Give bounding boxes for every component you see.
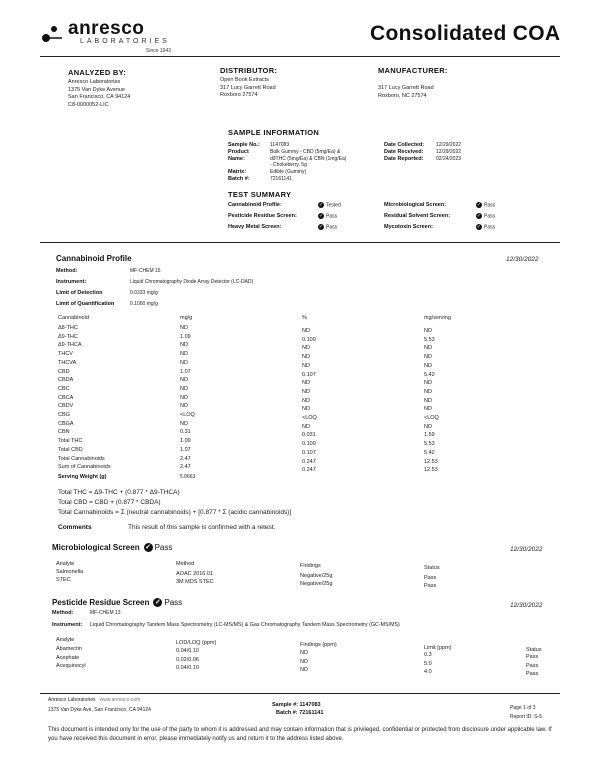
brand-name: anresco <box>68 18 145 39</box>
summary-cannabinoid-status: ✓ Tested <box>318 202 341 209</box>
cannabinoid-value: ND <box>302 397 310 404</box>
footer-page: Page 1 of 3 <box>510 705 536 711</box>
summary-heavy-metal-status: ✓ Pass <box>318 224 338 231</box>
pesticide-instrument-value: Liquid Chromatography Tandem Mass Spectrometry (LC-MS/MS) & Gas Chromatography Tandem Mass Spectrometry (GC-MS/MS) <box>90 622 400 628</box>
cannabinoid-value: ND <box>302 354 310 361</box>
cannabinoid-value: ND <box>180 359 188 366</box>
cannabinoid-profile-title: Cannabinoid Profile <box>56 254 132 263</box>
batch-value: 72161141 <box>270 176 292 182</box>
cannabinoid-value: 12.53 <box>424 458 438 465</box>
cannabinoid-col-header: Cannabinoid <box>58 315 89 321</box>
brand-subtitle: LABORATORIES <box>80 38 170 45</box>
mgg-col-header: mg/g <box>180 315 193 321</box>
loq-value: 0.1000 mg/g <box>130 301 158 307</box>
cannabinoid-value: 5.53 <box>424 441 435 448</box>
cannabinoid-value: ND <box>424 406 432 413</box>
footer-batch: Batch #: 72161141 <box>276 710 324 716</box>
mg-serving-col-header: mg/serving <box>424 315 451 321</box>
cannabinoid-value: <LOQ <box>180 412 195 418</box>
cannabinoid-value: ND <box>424 380 432 387</box>
check-icon: ✓ <box>145 544 152 552</box>
cannabinoid-value: ND <box>180 385 188 392</box>
cannabinoid-value: ND <box>180 325 188 331</box>
pesticide-row-cell: Pass <box>526 654 539 660</box>
date-collected-value: 12/29/2022 <box>436 142 462 148</box>
cannabinoid-date: 12/30/2022 <box>506 256 539 263</box>
cannabinoid-value: 1.09 <box>180 438 191 445</box>
cannabinoid-value: 2.47 <box>180 464 191 471</box>
footer-address: 1375 Van Dyke Ave, San Francisco, CA 94124 <box>48 707 151 713</box>
cannabinoid-value: ND <box>424 423 432 430</box>
matrix-value: Edible (Gummy) <box>270 169 307 175</box>
sample-no-value: 1147083 <box>270 142 290 148</box>
pesticide-title: Pesticide Residue Screen ✓ Pass <box>52 598 183 607</box>
cannabinoid-value: 5.42 <box>424 449 435 456</box>
cannabinoid-value: ND <box>302 380 310 387</box>
cannabinoid-name: Total CBD <box>58 446 83 453</box>
micro-analyte-header: Analyte <box>56 561 75 567</box>
micro-row-cell: AOAC 2016.01 <box>176 571 213 577</box>
cannabinoid-value: ND <box>424 362 432 369</box>
check-icon: ✓ <box>318 202 324 208</box>
cannabinoid-value: ND <box>180 351 188 358</box>
summary-cannabinoid-label: Cannabinoid Profile: <box>228 202 282 208</box>
date-reported-label: Date Reported: <box>384 156 424 162</box>
footer-divider <box>40 693 560 694</box>
micro-date: 12/30/2022 <box>510 546 543 553</box>
summary-heavy-metal-label: Heavy Metal Screen: <box>228 224 282 230</box>
pest-lodloq-header: LOD/LOQ (ppm) <box>176 640 217 646</box>
comments-value: This result of this sample is confirmed with a retest. <box>128 524 276 531</box>
pesticide-date: 12/30/2022 <box>510 602 543 609</box>
date-collected-label: Date Collected: <box>384 142 425 148</box>
summary-mycotoxin-label: Mycotoxin Screen: <box>384 224 433 230</box>
micro-row-cell: Pass <box>424 575 437 581</box>
summary-solvent-label: Residual Solvent Screen: <box>384 213 451 219</box>
summary-divider <box>40 242 560 243</box>
sample-info-heading: SAMPLE INFORMATION <box>228 128 320 137</box>
distributor-heading: DISTRIBUTOR: <box>220 66 278 75</box>
comments-label: Comments <box>58 524 92 531</box>
cannabinoid-value: ND <box>302 345 310 352</box>
pesticide-row-cell: 0.04/0.10 <box>176 665 199 671</box>
cannabinoid-value: 1.07 <box>180 446 191 453</box>
document-title: Consolidated COA <box>370 22 561 45</box>
cannabinoid-value: <LOQ <box>302 415 317 421</box>
cannabinoid-value: ND <box>424 397 432 404</box>
cannabinoid-name: Total THC <box>58 438 83 445</box>
cannabinoid-value: ND <box>180 394 188 401</box>
micro-method-header: Method <box>176 561 195 567</box>
cannabinoid-value: ND <box>180 377 188 384</box>
cannabinoid-name: CBGA <box>58 420 74 427</box>
cannabinoid-value: ND <box>424 354 432 361</box>
manufacturer-heading: MANUFACTURER: <box>378 66 448 75</box>
cannabinoid-value: ND <box>424 345 432 352</box>
footer-notice: This document is intended only for the use of the party to whom it is addressed and may contain information that is privileged, confidential or protected from disclosure under applicable law. If you have received this document in error, please immediately notify us and return it to the address listed above. <box>48 727 552 742</box>
cannabinoid-value: ND <box>302 406 310 413</box>
pesticide-row-cell: ND <box>300 658 308 665</box>
check-icon: ✓ <box>154 599 161 607</box>
cannabinoid-name: Δ8-THC <box>58 325 78 331</box>
summary-solvent-status: ✓ Pass <box>476 213 496 220</box>
summary-pesticide-status: ✓ Pass <box>318 213 338 220</box>
cannabinoid-value: 5.42 <box>424 371 435 378</box>
micro-row-cell: Negative/25g <box>300 573 333 579</box>
check-icon: ✓ <box>476 224 482 230</box>
micro-row-cell: 3M MDS STEC <box>176 579 214 585</box>
cannabinoid-value: ND <box>302 423 310 430</box>
check-icon: ✓ <box>476 202 482 208</box>
serving-weight-value: 5.0663 <box>180 474 196 480</box>
cannabinoid-value: 5.53 <box>424 336 435 343</box>
cannabinoid-name: CBN <box>58 429 70 436</box>
cannabinoid-name: Δ9-THC <box>58 333 78 340</box>
matrix-label: Matrix: <box>228 169 247 175</box>
cannabinoid-value: 0.109 <box>302 336 316 343</box>
cannabinoid-value: 0.247 <box>302 458 316 465</box>
pesticide-row-cell: 4.0 <box>424 669 432 675</box>
cannabinoid-formulas: Total THC = Δ9-THC + (0.877 * Δ9-THCA) Total CBD = CBD + (0.877 * CBDA) Total Cannabinoids = Σ (neutral cannabinoids) + [0.877 * Σ (acidic cannabinoids)] <box>58 489 292 516</box>
footer-lab: Anresco Laboratories www.anresco.com <box>48 697 141 703</box>
date-received-label: Date Received: <box>384 149 424 155</box>
serving-weight-label: Serving Weight (g) <box>58 474 107 480</box>
analyzed-by-heading: ANALYZED BY: <box>68 68 127 77</box>
cannabinoid-name: CBC <box>58 385 70 392</box>
pesticide-row-cell: Acephate <box>56 654 80 661</box>
check-icon: ✓ <box>318 224 324 230</box>
lod-value: 0.0333 mg/g <box>130 290 158 296</box>
cannabinoid-value: <LOQ <box>424 415 439 421</box>
pesticide-row-cell: 5.0 <box>424 660 432 667</box>
micro-title: Microbiological Screen ✓ Pass <box>52 543 173 552</box>
summary-mycotoxin-status: ✓ Pass <box>476 224 496 231</box>
pest-findings-header: Findings (ppm) <box>300 642 337 648</box>
header-divider <box>40 56 560 57</box>
summary-micro-status: ✓ Pass <box>476 202 496 209</box>
date-received-value: 12/29/2022 <box>436 149 462 155</box>
cannabinoid-value: ND <box>302 362 310 369</box>
cannabinoid-value: 0.031 <box>302 432 316 439</box>
distributor-info: Open Book Extracts 317 Lucy Garrett Road Roxboro 27574 <box>220 77 276 98</box>
pesticide-row-cell: 0.04/0.10 <box>176 648 199 654</box>
check-icon: ✓ <box>318 213 324 219</box>
pesticide-row-cell: 0.02/0.06 <box>176 656 199 663</box>
cannabinoid-name: CBDA <box>58 377 74 384</box>
pesticide-row-cell: Abamectin <box>56 646 82 652</box>
lod-label: Limit of Detection <box>56 290 103 296</box>
cannabinoid-value: ND <box>424 388 432 395</box>
pesticide-method-value: MF-CHEM 13 <box>90 610 121 616</box>
pesticide-method-label: Method: <box>52 610 74 616</box>
pest-status-header: Status <box>526 647 542 653</box>
pesticide-row-cell: Pass <box>526 662 539 669</box>
batch-label: Batch #: <box>228 176 250 182</box>
manufacturer-info: 317 Lucy Garrett Road Roxboro, NC 27574 <box>378 85 434 99</box>
summary-pesticide-label: Pesticide Residue Screen: <box>228 213 297 219</box>
micro-findings-header: Findings <box>300 563 321 569</box>
footer-report-id: Report ID: S-5 <box>510 714 542 720</box>
cannabinoid-instrument-label: Instrument: <box>56 279 87 285</box>
cannabinoid-name: CBCA <box>58 394 74 401</box>
date-reported-value: 02/24/2023 <box>436 156 462 162</box>
product-name-value: Bulk Gummy - CBD (5mg/Ea) & d9THC (5mg/Ea) & CBN (1mg/Ea) - Chokeberry, 5g <box>270 149 347 168</box>
cannabinoid-value: 0.109 <box>302 441 316 448</box>
cannabinoid-value: 0.107 <box>302 449 316 456</box>
cannabinoid-name: THCV <box>58 351 73 358</box>
pesticide-instrument-label: Instrument: <box>52 622 83 628</box>
cannabinoid-name: CBD <box>58 368 70 375</box>
cannabinoid-name: Sum of Cannabinoids <box>58 464 111 471</box>
product-name-label: Product Name: <box>228 149 249 162</box>
micro-row-cell: Negative/25g <box>300 581 333 587</box>
sample-no-label: Sample No.: <box>228 142 260 148</box>
cannabinoid-name: THCVA <box>58 359 77 366</box>
cannabinoid-method-label: Method: <box>56 268 78 274</box>
pesticide-row-cell: ND <box>300 667 308 673</box>
cannabinoid-name: CBDV <box>58 403 74 410</box>
footer-sample: Sample #: 1147083 <box>272 702 321 708</box>
cannabinoid-value: 2.47 <box>180 455 191 462</box>
cannabinoid-value: 0.107 <box>302 371 316 378</box>
micro-row-cell: Salmonella <box>56 569 84 575</box>
pest-limit-header: Limit (ppm) <box>424 645 452 651</box>
cannabinoid-value: ND <box>180 420 188 427</box>
micro-row-cell: STEC <box>56 577 71 583</box>
summary-micro-label: Microbiological Screen: <box>384 202 447 208</box>
cannabinoid-value: 12.53 <box>424 467 438 474</box>
cannabinoid-instrument-value: Liquid Chromatography Diode Array Detector (LC-DAD) <box>130 279 254 285</box>
cannabinoid-value: ND <box>180 403 188 410</box>
cannabinoid-name: Δ9-THCA <box>58 342 82 349</box>
cannabinoid-name: Total Cannabinoids <box>58 455 105 462</box>
test-summary-heading: TEST SUMMARY <box>228 190 292 199</box>
cannabinoid-value: ND <box>180 342 188 349</box>
cannabinoid-value: ND <box>424 328 432 334</box>
cannabinoid-method-value: MF-CHEM 15 <box>130 268 161 274</box>
cannabinoid-value: ND <box>302 388 310 395</box>
cannabinoid-name: CBG <box>58 412 70 418</box>
micro-status-header: Status <box>424 565 440 571</box>
pesticide-row-cell: ND <box>300 650 308 656</box>
micro-row-cell: Pass <box>424 583 437 589</box>
check-icon: ✓ <box>476 213 482 219</box>
cannabinoid-value: 1.09 <box>180 333 191 340</box>
pesticide-row-cell: Acequinocyl <box>56 663 86 669</box>
cannabinoid-value: ND <box>302 328 310 334</box>
percent-col-header: % <box>302 315 307 321</box>
cannabinoid-value: 0.247 <box>302 467 316 474</box>
brand-since: Since 1943 <box>146 48 172 54</box>
anresco-logo-icon <box>40 22 64 46</box>
cannabinoid-value: 1.07 <box>180 368 191 375</box>
analyzed-by-info: Anresco Laboratories 1375 Van Dyke Avenue San Francisco, CA 94124 C8-0000052-LIC <box>68 79 131 108</box>
pest-analyte-header: Analyte <box>56 637 75 643</box>
pesticide-row-cell: 0.3 <box>424 652 432 658</box>
loq-label: Limit of Quantification <box>56 301 115 307</box>
pesticide-row-cell: Pass <box>526 671 539 677</box>
cannabinoid-value: 1.59 <box>424 432 435 439</box>
cannabinoid-value: 0.31 <box>180 429 191 436</box>
